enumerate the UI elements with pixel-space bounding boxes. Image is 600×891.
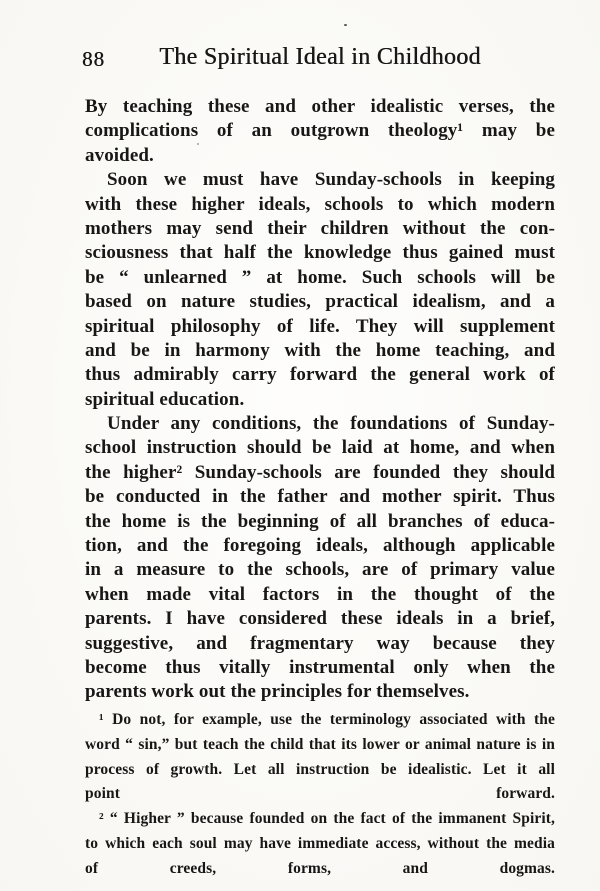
ink-speck: [344, 24, 347, 26]
text-line: suggestive, and fragmentary way because they: [85, 632, 555, 654]
text-line: By teaching these and other idealistic verses, the: [85, 96, 555, 117]
text-line: process of growth. Let all instruction be idealistic. Let it all: [85, 760, 555, 778]
text-line: Under any conditions, the foundations of Sunday-: [107, 413, 555, 435]
text-line: spiritual education.: [85, 388, 245, 410]
text-line: become thus vitally instrumental only when the: [85, 656, 555, 678]
text-line: sciousness that half the knowledge thus gained must: [85, 242, 555, 264]
text-line: of creeds, forms, and dogmas.: [85, 860, 555, 878]
text-line: parents. I have considered these ideals in a brief,: [85, 608, 555, 630]
text-line: to which each soul may have immediate access, without the media: [85, 835, 555, 853]
text-line: the higher² Sunday-schools are founded they should: [85, 461, 555, 483]
running-header: [82, 44, 555, 74]
text-line: mothers may send their children without the con-: [85, 217, 555, 239]
text-line: in a measure to the schools, are of primary value: [85, 559, 555, 581]
text-line: based on nature studies, practical idealism, and a: [85, 291, 555, 313]
text-line: complications of an outgrown theology¹ may be: [85, 120, 555, 142]
footnote: [85, 807, 555, 882]
footnote: [85, 708, 555, 808]
text-line: when made vital factors in the thought of the: [85, 583, 555, 605]
page-number: 88: [82, 47, 105, 71]
body-text: [85, 95, 555, 705]
text-line: the home is the beginning of all branches of educa-: [85, 510, 555, 532]
running-title: The Spiritual Ideal in Childhood: [159, 44, 481, 70]
text-line: tion, and the foregoing ideals, although applicable: [85, 535, 555, 557]
footnotes: [85, 708, 555, 882]
text-line: thus admirably carry forward the general work of: [85, 364, 555, 386]
text-line: be conducted in the father and mother spirit. Thus: [85, 486, 555, 508]
text-line: with these higher ideals, schools to which modern: [85, 193, 555, 215]
text-line: ² “ Higher ” because founded on the fact of the immanent Spirit,: [99, 810, 555, 828]
text-line: Soon we must have Sunday-schools in keeping: [107, 169, 555, 191]
text-line: word “ sin,” but teach the child that its lower or animal nature is in: [85, 735, 555, 753]
paragraph: [85, 412, 555, 705]
text-line: avoided.: [85, 144, 154, 166]
paragraph: [85, 95, 555, 168]
text-line: school instruction should be laid at home, and when: [85, 437, 555, 459]
text-line: parents work out the principles for themselves.: [85, 681, 470, 703]
page-content: [82, 44, 555, 882]
paragraph: [85, 168, 555, 412]
text-line: ¹ Do not, for example, use the terminology associated with the: [99, 710, 555, 728]
text-line: point forward.: [85, 785, 555, 803]
text-line: and be in harmony with the home teaching, and: [85, 339, 555, 361]
text-line: be “ unlearned ” at home. Such schools will be: [85, 266, 555, 288]
text-line: spiritual philosophy of life. They will supplement: [85, 315, 555, 337]
